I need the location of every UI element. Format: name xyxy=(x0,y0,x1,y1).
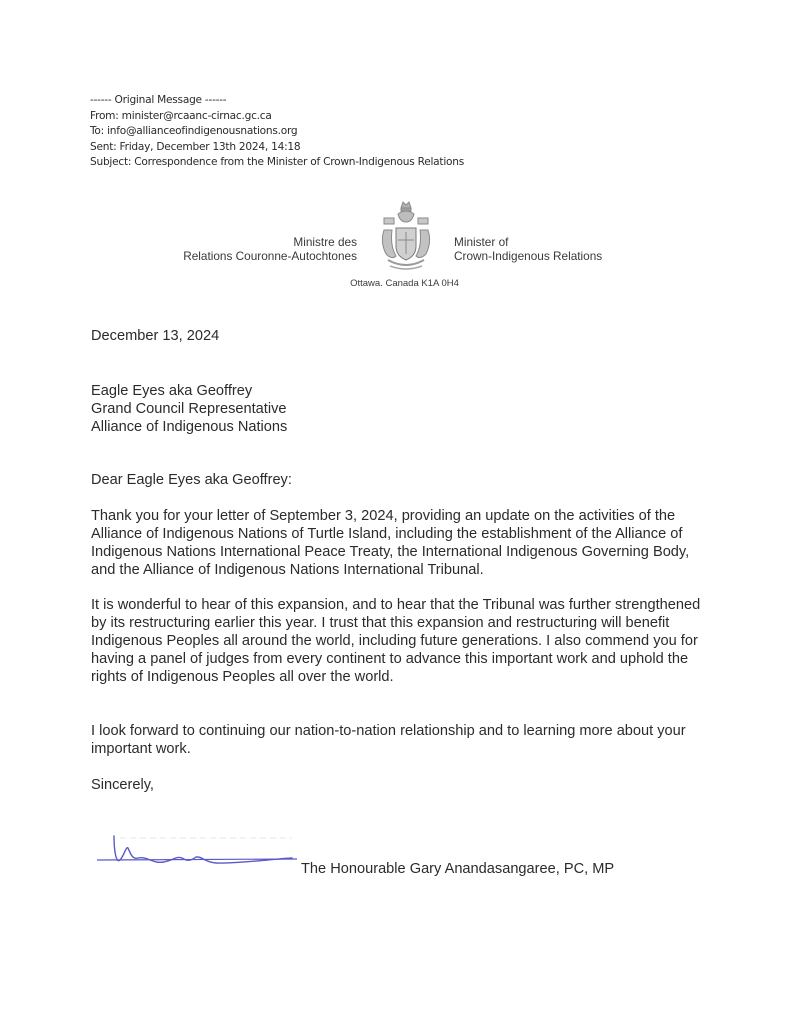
letterhead-french xyxy=(183,236,357,263)
recipient-organization: Alliance of Indigenous Nations xyxy=(91,418,288,435)
original-message-separator: ------ Original Message ------ xyxy=(90,94,227,106)
body-paragraph-2: It is wonderful to hear of this expansion, and to hear that the Tribunal was further strengthened by its restructuring earlier this year. I trust that this expansion and restructuring will benefit Indigenous Peoples all around the world, including future generations. I also commend you for having a panel of judges from every continent to advance this important work and uphold the rights of Indigenous Peoples all over the world. xyxy=(91,597,701,685)
letterhead-english-line1: Minister of xyxy=(454,235,509,249)
email-from: From: minister@rcaanc-cirnac.gc.ca xyxy=(90,109,272,122)
body-paragraph-3: I look forward to continuing our nation-to-nation relationship and to learning more about your important work. xyxy=(91,723,686,757)
letterhead-address: Ottawa. Canada K1A 0H4 xyxy=(350,278,459,289)
recipient-name: Eagle Eyes aka Geoffrey xyxy=(91,383,253,399)
signatory-name: The Honourable Gary Anandasangaree, PC, MP xyxy=(301,861,615,877)
letterhead xyxy=(0,196,789,296)
email-subject: Subject: Correspondence from the Minister of Crown-Indigenous Relations xyxy=(90,156,464,169)
email-forward-header xyxy=(90,93,464,171)
body-paragraph-1: Thank you for your letter of September 3, 2024, providing an update on the activities of the Alliance of Indigenous Nations of Turtle Island, including the establishment of the Alliance of Indigenous Nations International Peace Treaty, the International Indigenous Governing Body, and the Alliance of Indigenous Nations International Tribunal. xyxy=(91,508,690,578)
recipient-title: Grand Council Representative xyxy=(91,400,287,417)
letterhead-french-line1: Ministre des xyxy=(293,235,357,249)
coat-of-arms-icon xyxy=(376,198,436,274)
letterhead-english-line2: Crown-Indigenous Relations xyxy=(454,248,603,263)
recipient-block xyxy=(91,383,287,436)
closing: Sincerely, xyxy=(91,777,154,793)
letterhead-french-line2: Relations Couronne-Autochtones xyxy=(183,248,357,263)
letterhead-english xyxy=(454,236,602,263)
salutation: Dear Eagle Eyes aka Geoffrey: xyxy=(91,472,292,488)
email-sent: Sent: Friday, December 13th 2024, 14:18 xyxy=(90,140,301,153)
letter-date: December 13, 2024 xyxy=(91,328,220,344)
handwritten-signature xyxy=(92,830,302,870)
email-to: To: info@allianceofindigenousnations.org xyxy=(90,125,298,138)
